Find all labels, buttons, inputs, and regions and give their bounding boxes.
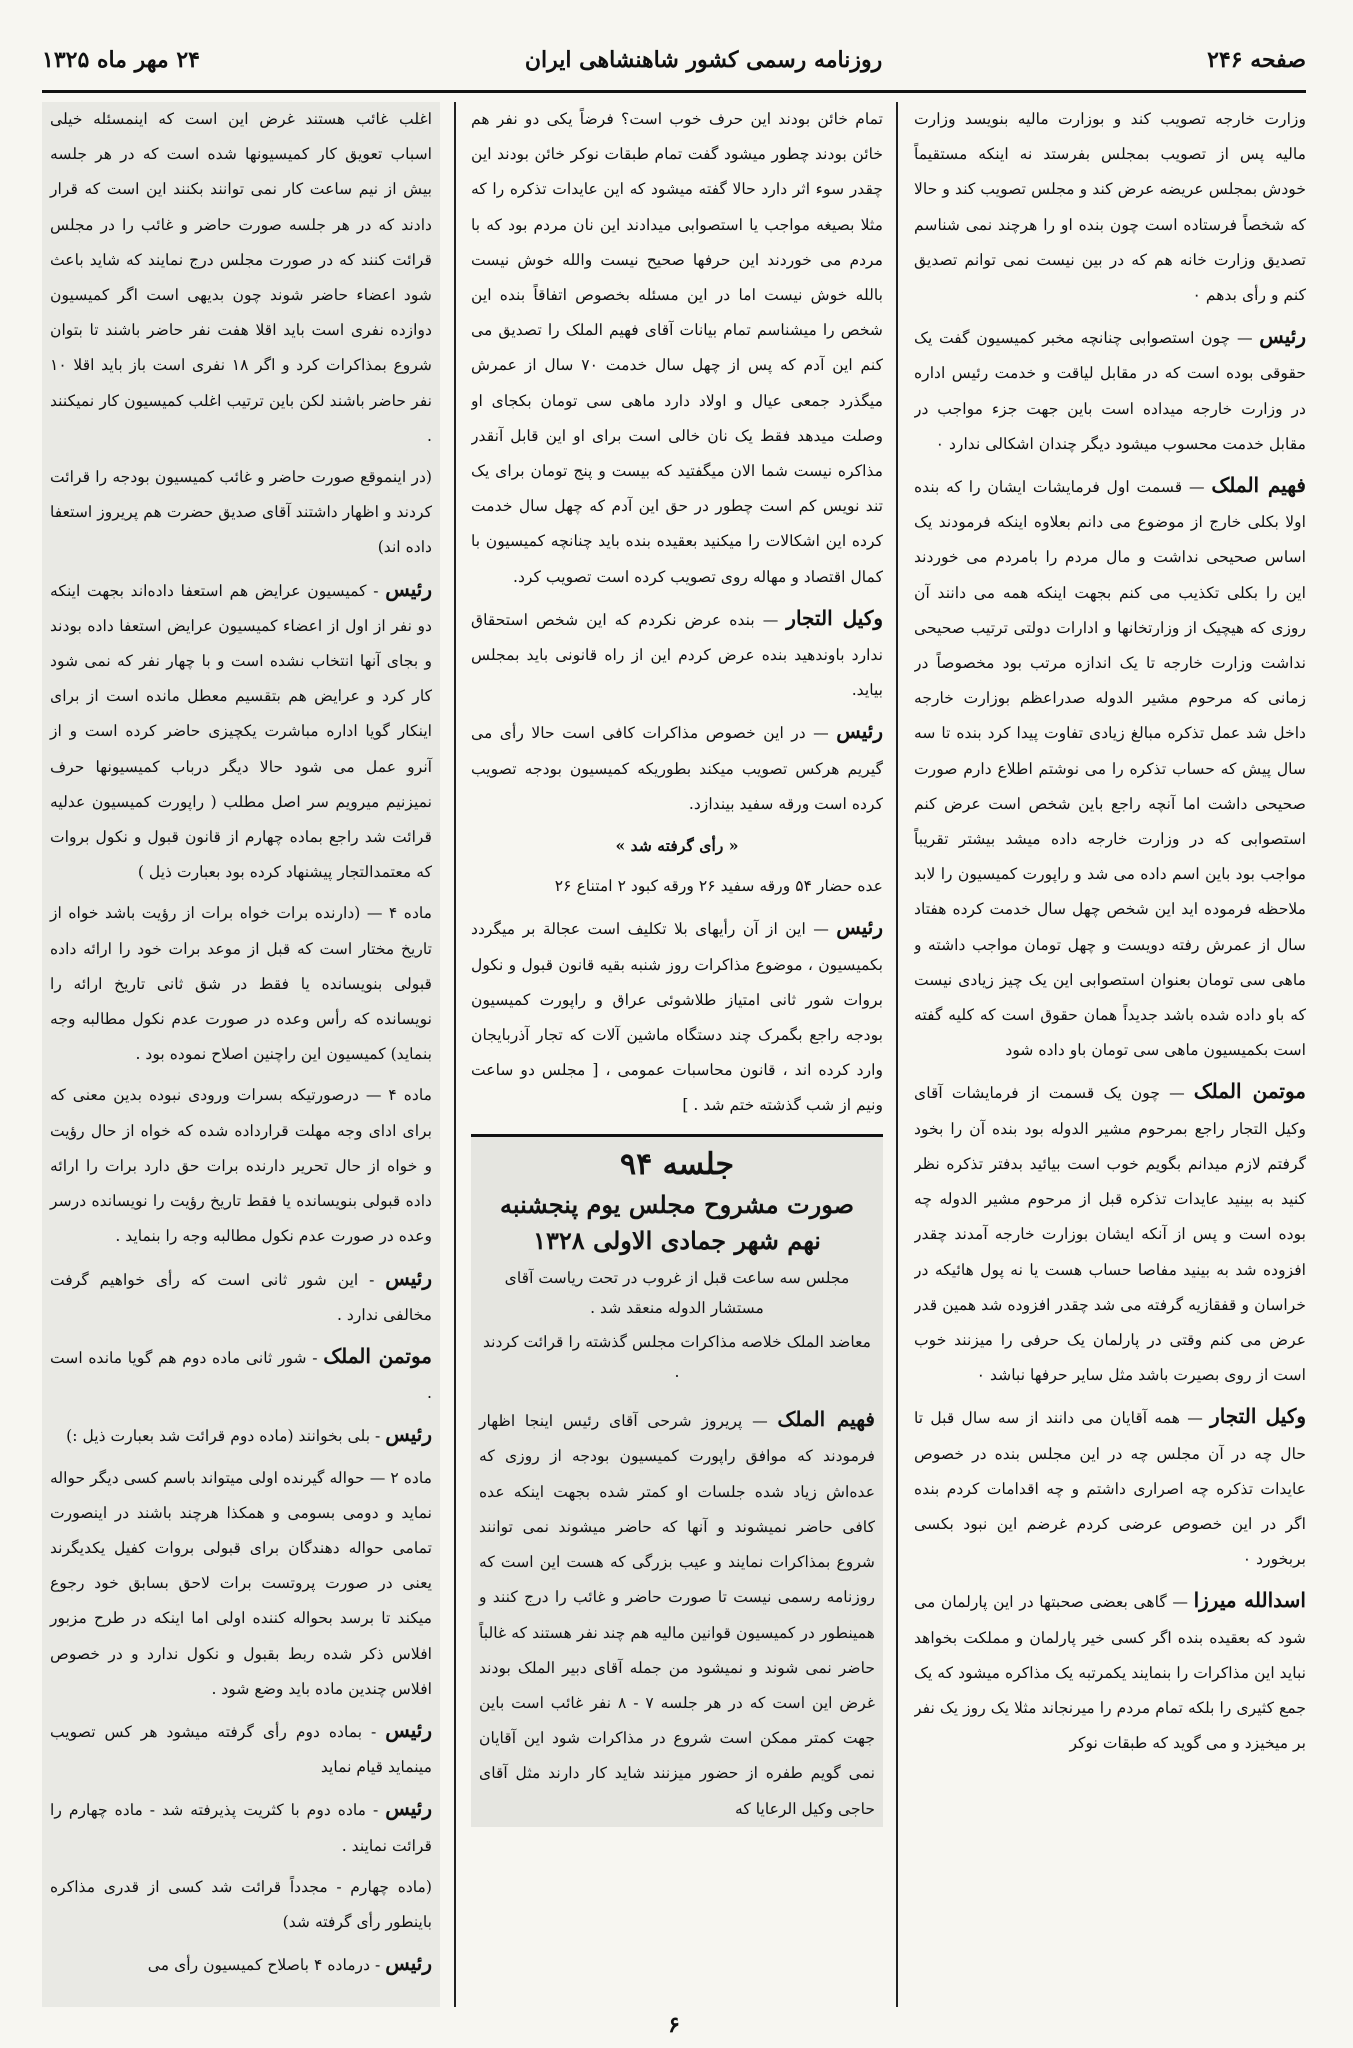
paragraph [50, 1261, 432, 1333]
paragraph [50, 1946, 432, 1983]
column-middle [471, 102, 883, 2007]
speaker-name: رئیس [836, 719, 883, 744]
paragraph [914, 1074, 1306, 1393]
paragraph: اغلب غائب هستند غرض این است که اینمسئله خیلی اسباب تعویق کار کمیسیونها شده است که در هر جلسه بیش از نیم ساعت کار نمی توانند بکنند این است که قرار دادند که در هر جلسه صورت حاضر و غائب را در مجلس قرائت کنند که در صورت مجلس درج نمایند که شاید باعث شود اعضاء حاضر شوند چون بدیهی است اگر کمیسیون دوازده نفری است باید اقلا هفت نفر حاضر باشند تا بتوان شروع بمذاکرات کرد و اگر ۱۸ نفری است باز باید اقلا ۱۰ نفر حاضر باشند لکن باین ترتیب اغلب کمیسیون کار نمیکنند . [50, 110, 432, 445]
speaker-name: رئیس [385, 1717, 432, 1742]
column-left [42, 102, 440, 2007]
speaker-name: فهیم الملک [777, 1407, 875, 1432]
speech-text: - بماده دوم رأی گرفته میشود هر کس تصویب مینماید قیام نماید [50, 1722, 432, 1777]
speech-text: — این از آن رأیهای بلا تکلیف است عجالة بر میگردد بکمیسیون ، موضوع مذاکرات روز شنبه بقیه قانون قبول و نکول بروات شور ثانی امتیاز طلاشوئی عراق و راپورت کمیسیون بودجه راجع بگمرک چند دستگاه ماشین آلات که تجار آذربایجان وارد کرده اند ، قانون محاسبات عمومی ، [ مجلس دو ساعت ونیم از شب گذشته ختم شد . ] [471, 920, 883, 1115]
paragraph [50, 572, 432, 891]
speech-text: — چون استصوابی چنانچه مخبر کمیسیون گفت یک حقوقی بوده است که در مقابل لیاقت و خدمت رئیس اداره در وزارت خارجه میداده است باین جهت جزء مواجب در مقابل خدمت محسوب میشود دیگر چندان اشکالی ندارد ۰ [914, 329, 1306, 453]
speaker-name: رئیس [385, 576, 432, 601]
speech-text: - این شور ثانی است که رأی خواهیم گرفت مخالفی ندارد . [50, 1270, 432, 1324]
session-opening: مجلس سه ساعت قبل از غروب در تحت ریاست آقای مستشار الدوله منعقد شد . [504, 1268, 850, 1317]
paragraph [471, 601, 883, 709]
speaker-name: رئیس [385, 1796, 432, 1821]
speech-text: — در این خصوص مذاکرات کافی است حالا رأی می گیریم هرکس تصویب میکند بطوریکه کمیسیون بودجه تصویب کرده است ورقه سفید بیندازد. [471, 724, 883, 813]
paragraph [471, 714, 883, 822]
speech-text: - ماده دوم با کثریت پذیرفته شد - ماده چهارم را قرائت نمایند . [50, 1801, 432, 1855]
session-date: نهم شهر جمادی الاولی ۱۳۲۸ [533, 1225, 821, 1255]
paragraph [914, 1583, 1306, 1761]
column-divider [896, 102, 898, 2007]
speaker-name: وکیل التجار [1210, 1404, 1306, 1429]
paragraph [914, 1399, 1306, 1577]
paragraph [479, 1402, 875, 1826]
paragraph: تمام خائن بودند این حرف خوب است؟ فرضاً یکی دو نفر هم خائن بودند چطور میشود گفت تمام طبقات نوکر خائن بودند این چقدر سوء اثر دارد حالا گفته میشود که این عایدات تذکره را که مثلا بصیغه مواجب یا استصوابی میدادند این نان مردم بود که با مردم می خوردند این حرفها صحیح نیست والله خوش نیست بالله خوش نیست اما در این مسئله بخصوص اتفاقاً بنده این شخص را میشناسم تمام بیانات آقای فهیم الملک را تصدیق می کنم این آدم که پس از چهل سال خدمت ۷۰ سال از عمرش میگذرد جمعی عیال و اولاد دارد ماهی سی تومان بکجای او وصلت میدهد فقط یک نان خالی است برای او این قابل آنقدر مذاکره نیست شما الان میگفتید که بیست و پنج تومان برای یک تند نویس کم است چطور در حق این آدم که چهل سال خدمت کرده این اشکالات را میکنید بعقیده بنده باید چنانچه کمیسیون با کمال اقتصاد و مهاله روی تصویب کرده است تصویب کرد. [471, 110, 883, 586]
speech-text: — همه آقایان می دانند از سه سال قبل تا حال چه در آن مجلس چه در این مجلس بنده در خصوص عایدات تذکره چه اصراری داشتم و چه اقدامات کردم بنده اگر در این خصوص عرضی کردم غرضم این نبود بکسی بربخورد ۰ [914, 1409, 1306, 1569]
paragraph [914, 468, 1306, 1068]
speech-text: - درماده ۴ باصلاح کمیسیون رأی می [147, 1956, 381, 1975]
session-number: جلسه ۹۴ [619, 1146, 734, 1182]
speech-text: — بنده عرض نکردم که این شخص استحقاق ندارد باوندهید بنده عرض کردم این از راه قانونی باید بمجلس بیاید. [471, 610, 883, 700]
speaker-name: رئیس [836, 915, 883, 940]
paragraph: (در اینموقع صورت حاضر و غائب کمیسیون بودجه را قرائت کردند و اظهار داشتند آقای صدیق حضرت هم پریروز استعفا داده اند) [50, 468, 432, 557]
paragraph [50, 1417, 432, 1454]
speaker-name: رئیس [385, 1951, 432, 1976]
paragraph [50, 1791, 432, 1863]
speech-text: — قسمت اول فرمایشات ایشان را که بنده اولا بکلی خارج از موضوع می دانم بعلاوه اینکه فرمودند یک اساس صحیحی نداشت و مال مردم را بامردم می خوردند این را بکلی تکذیب می کنم بجهت اینکه همه می دانند آن روزی که هیچیک از وزارتخانها و ادارات دولتی ترتیب صحیحی نداشت وزارت خارجه تا یک اندازه مرتب بود مخصوصاً در زمانی که مرحوم مشیر الدوله صدراعظم بوزارت خارجه داخل شد عمل تذکره مبالغ زیادی تفاوت پیدا کرد بنده تا سه سال پیش که حساب تذکره را می نوشتم اطلاع دارم صورت صحیحی داشت اما آنچه راجع باین شخص است عرض کنم استصوابی که در وزارت خارجه داده میشد بیشتر تقریباً مواجب بود باین اسم داده می شد و راپورت کمیسیون را لابد ملاحظه فرموده اید این شخص چهل سال خدمت کرده هفتاد سال از عمرش رفته دویست و چهل تومان مواجب داشته و ماهی سی تومان بعنوان استصوابی این یک چیز زیادی نیست که باو داده شده باشد جدیداً همان حقوق است که کلیه گفته است بکمیسیون ماهی سی تومان باو داده شود [914, 478, 1306, 1060]
speech-text: — پریروز شرحی آقای رئیس اینجا اظهار فرمودند که موافق راپورت کمیسیون بودجه از روزی که عده‌اش زیاد شده جلسات او کمتر شده بجهت اینکه عده کافی حاضر نمیشوند و آنها که حاضر میشوند نمی توانند شروع بمذاکرات نمایند و عیب بزرگی که هست این است که روزنامه رسمی نیست تا صورت حاضر و غائب را درج کنند و همینطور در کمیسیون قوانین مالیه هم چند نفر هستند که غالباً حاضر نمی شوند و نمیشود من جمله آقای دبیر الملک بودند غرض این است که در هر جلسه ۷ - ۸ نفر غائب است باین جهت کمتر ممکن است شروع در مذاکرات شود این آقایان نمی گویم طفره از حضور میزنند شاید کار دارند مثل آقای حاجی وکیل الرعایا که [479, 1412, 875, 1818]
speaker-name: رئیس [385, 1422, 432, 1447]
column-right [914, 102, 1306, 2007]
speech-text: - بلی بخوانند (ماده دوم قرائت شد بعبارت ذیل :) [66, 1427, 381, 1446]
speaker-name: فهیم الملک [1211, 473, 1306, 498]
vote-tally: عده حضار ۵۴ ورقه سفید ۲۶ ورقه کبود ۲ امتناع ۲۶ [554, 877, 883, 896]
page-header [42, 30, 1306, 93]
session-minutes: معاضد الملک خلاصه مذاکرات مجلس گذشته را قرائت کردند . [483, 1332, 871, 1381]
page-number: صفحه ۲۴۶ [1207, 47, 1306, 73]
speech-text: - شور ثانی ماده دوم هم گویا مانده است . [50, 1348, 432, 1403]
speech-text: - کمیسیون عرایض هم استعفا داده‌اند بجهت اینکه دو نفر از اول از اعضاء کمیسیون عرایض استعفا داده بودند و بجای آنها انتخاب نشده است و با چهار نفر که نمی شود کار کرد و عرایض هم بتقسیم معطل مانده است از برای اینکار گویا اداره مباشرت یکچیزی حاضر کرده است و از آنرو عمل می شود حالا دیگر درباب کمیسیونها حرف نمیزنیم میرویم سر اصل مطلب ( راپورت کمیسیون عدلیه قرائت شد راجع بماده چهارم از قانون قبول و نکول بروات که معتمدالتجار پیشنهاد کرده بود بعبارت ذیل ) [50, 581, 432, 882]
session-title: صورت مشروح مجلس یوم پنجشنبه [500, 1189, 854, 1219]
column-divider [454, 102, 456, 2007]
article-text: ماده ۲ — حواله گیرنده اولی میتواند باسم کسی دیگر حواله نماید و دومی بسومی و همکذا هرچند باشند در اینصورت تمامی حواله دهندگان برای قبولی بروات کفیل یکدیگرند یعنی در صورت پروتست برات لاحق بسابق خود رجوع میکند تا برسد بحواله کننده اولی اما اینکه در طرح مزبور افلاس ذکر شده ربط بقبول و نکول ندارد و در خصوص افلاس چندین ماده باید وضع شود . [50, 1468, 432, 1698]
paragraph [50, 1713, 432, 1785]
speaker-name: موتمن الملک [323, 1343, 432, 1368]
session-section [471, 1134, 883, 1827]
paragraph [471, 910, 883, 1123]
speaker-name: اسدالله میرزا [1193, 1588, 1306, 1613]
newspaper-page [42, 30, 1306, 2038]
article-text: ماده ۴ — درصورتیکه بسرات ورودی نبوده بدین معنی که برای ادای وجه مهلت قرارداده شده که خواه از حال رؤیت و خواه از حال تحریر دارنده برات حق دارد برات را ارائه داده قبولی بنویسانده یا فقط تاریخ رؤیت را نویسانده درسر وعده در صورت عدم نکول مطالبه وجه را بنماید . [50, 1086, 432, 1246]
paragraph [914, 319, 1306, 462]
speech-text: — چون یک قسمت از فرمایشات آقای وکیل التجار راجع بمرحوم مشیر الدوله بود بنده آن را بخود گرفتم لازم میدانم بگویم خوب است بیائید بدفتر تذکره نظر کنید به بینید عایدات تذکره قبل از مرحوم مشیر الدوله چه بوده است و پس از آنکه ایشان بوزارت خارجه آمدند چقدر افزوده شد به بینید مفاصا حساب هست یا نه پول هائیکه در خراسان و قفقازیه گرفته می شد چقدر افزوده شد همین قدر عرض می کنم وقتی در پارلمان یک حرفی را میزنند خوب است از روی بصیرت باشد مثل سایر حرفها نباشد ۰ [914, 1084, 1306, 1385]
paragraph: وزارت خارجه تصویب کند و بوزارت مالیه بنویسد وزارت مالیه پس از تصویب بمجلس بفرستد نه اینکه مستقیماً خودش بمجلس عریضه عرض کند و مجلس تصویب کند و حالا که شخصاً فرستاده است چون بنده او را هرچند نمی شناسم تصدیق وزارت خانه هم که در بین نیست نمی توانم تصدیق کنم و رأی بدهم ۰ [914, 110, 1306, 305]
speaker-name: رئیس [385, 1265, 432, 1290]
issue-date: ۲۴ مهر ماه ۱۳۲۵ [42, 47, 200, 73]
paragraph: (ماده چهارم - مجدداً قرائت شد کسی از قدری مذاکره باینطور رأی گرفته شد) [50, 1877, 432, 1931]
speaker-name: موتمن الملک [1193, 1079, 1306, 1104]
speaker-name: وکیل التجار [786, 605, 883, 630]
speech-text: — گاهی بعضی صحبتها در این پارلمان می شود که بعقیده بنده اگر کسی خیر پارلمان و مملکت بخواهد نباید این مذاکرات را بنمایند یکمرتبه یک مذاکره میشود که یک جمع کثیری را بلکه تمام مردم را میرنجاند مثلا یک روز یک نفر بر میخیزد و می گوید که طبقات نوکر [914, 1593, 1306, 1753]
newspaper-title: روزنامه رسمی کشور شاهنشاهی ایران [524, 47, 883, 73]
article-text: ماده ۴ — (دارنده برات خواه برات از رؤیت باشد خواه از تاریخ مختار است که قبل از موعد برات خود را ارائه داده قبولی بنویسانده یا فقط در شق ثانی تاریخ ارائه را نویسانده که رأس وعده در صورت عدم نکول مطالبه وجه بنماید) کمیسیون این راچنین اصلاح نموده بود . [50, 904, 432, 1064]
page-footer-marker: ۶ [668, 2012, 680, 2038]
paragraph [50, 1339, 432, 1411]
speaker-name: رئیس [1259, 324, 1306, 349]
vote-caption: « رأی گرفته شد » [615, 836, 739, 856]
